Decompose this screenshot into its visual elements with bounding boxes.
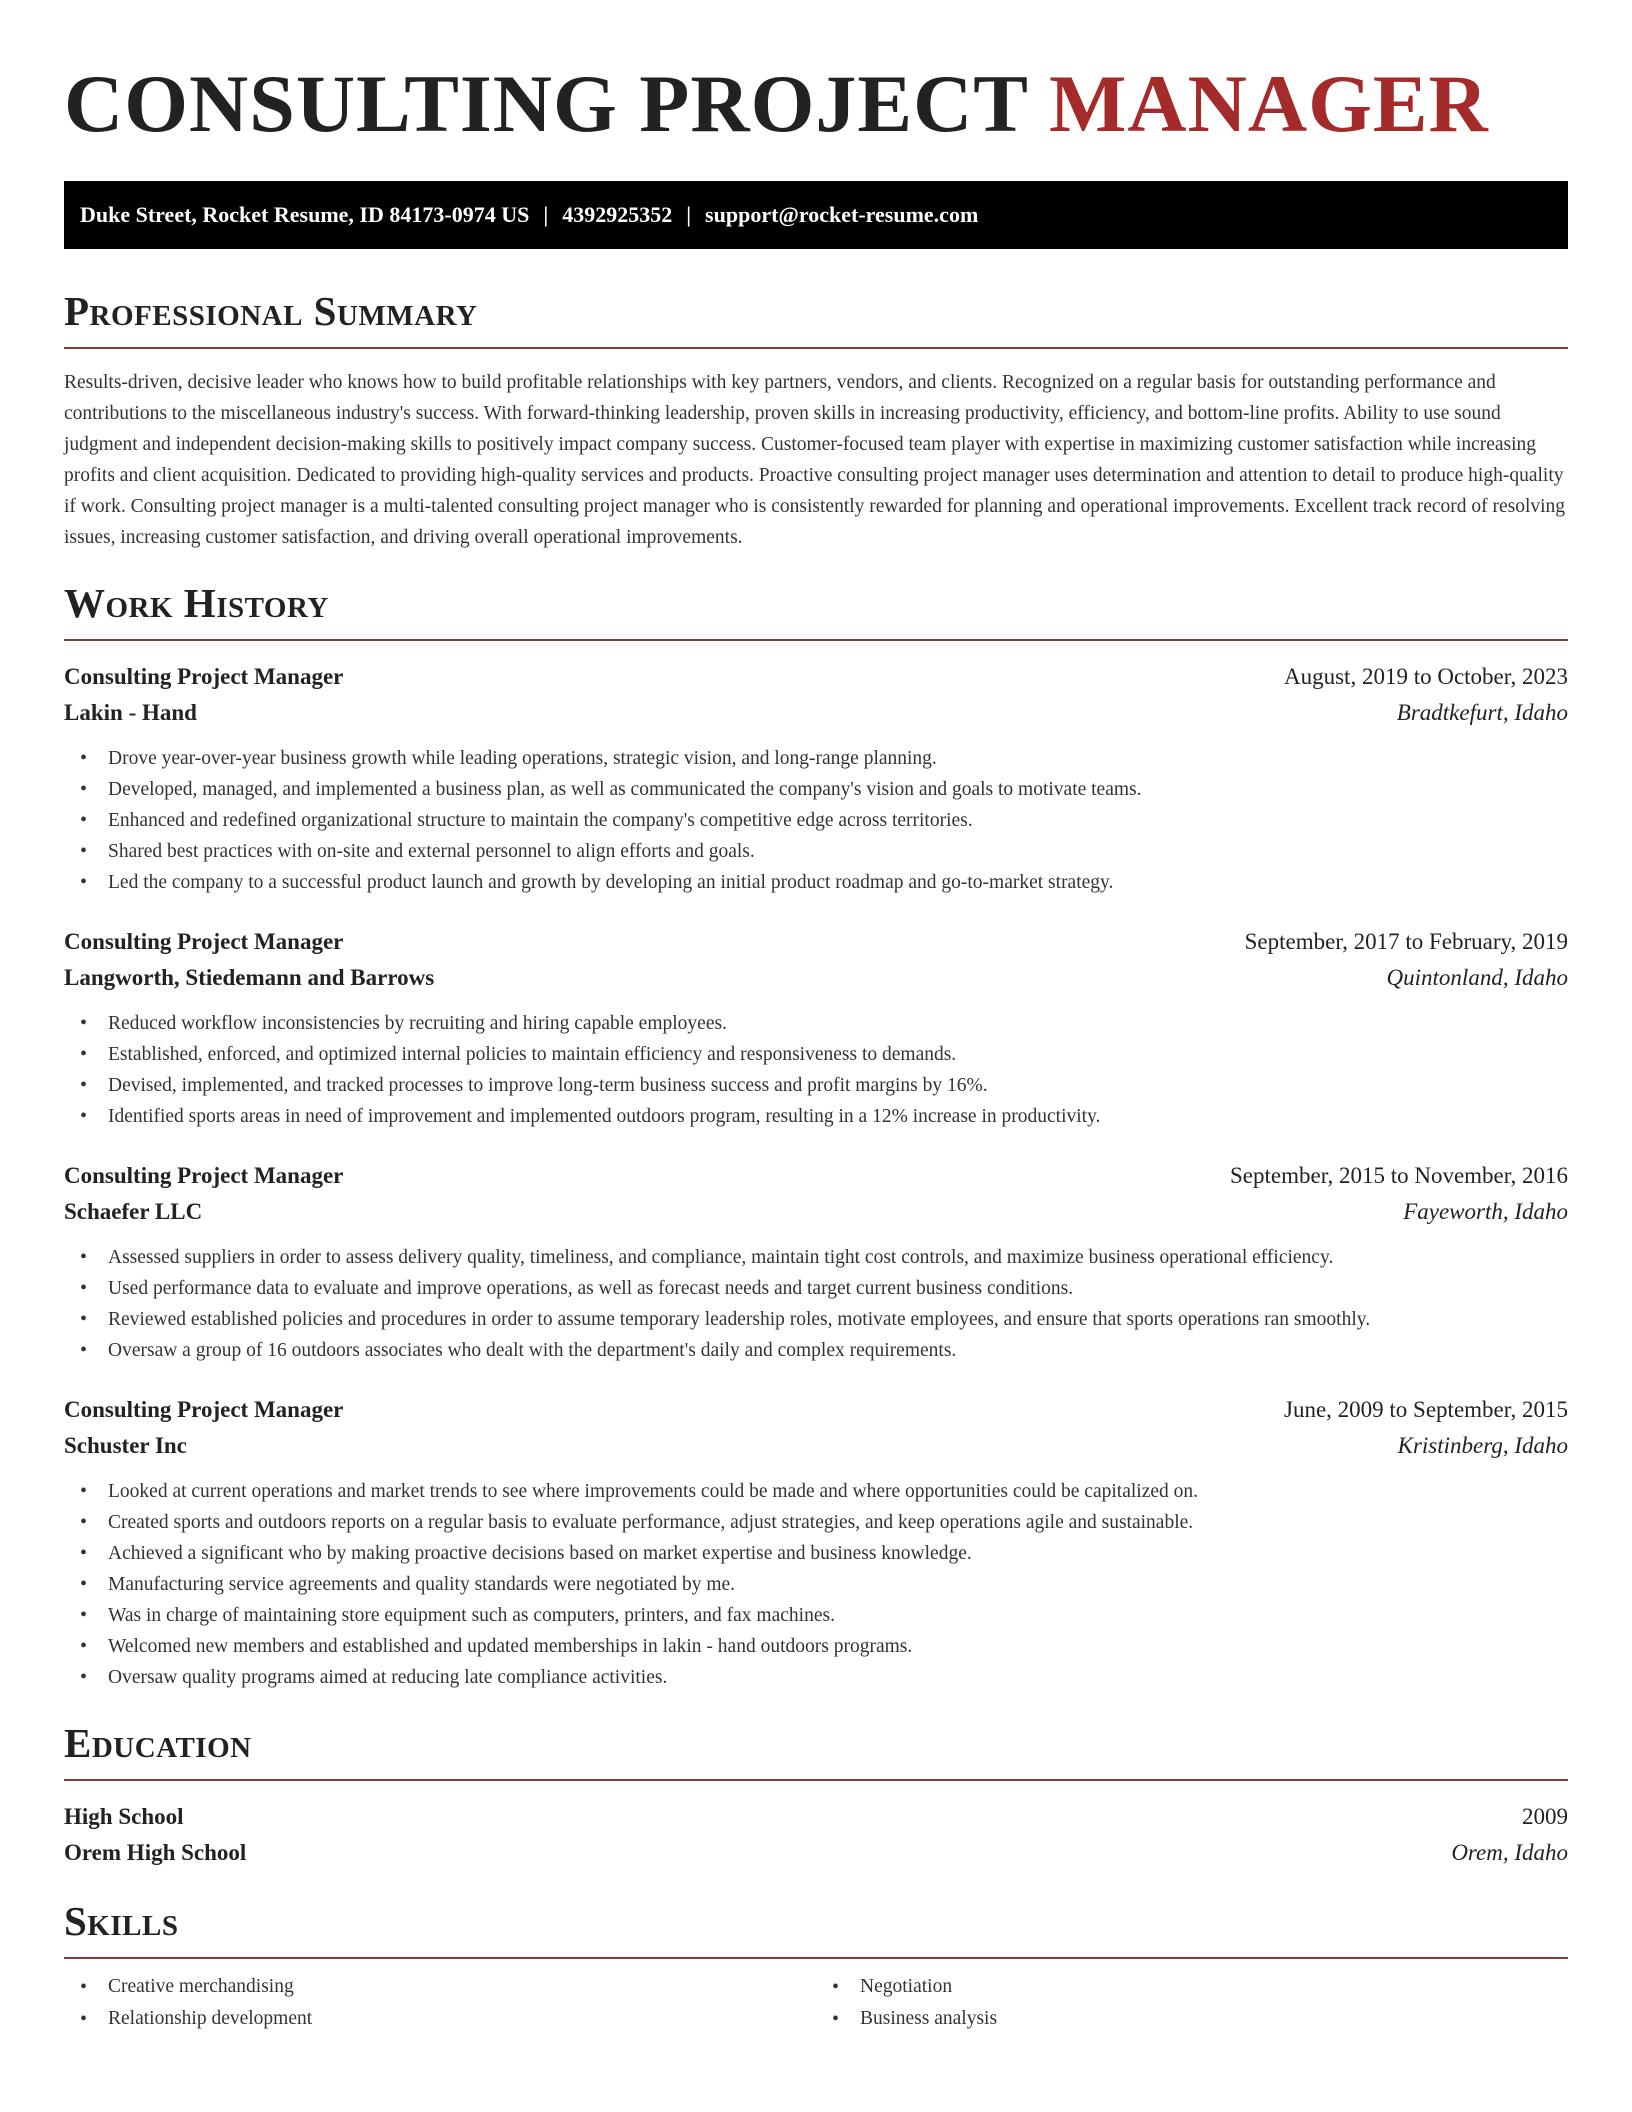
contact-separator: | [686, 202, 692, 227]
job-bullets [64, 1008, 1568, 1132]
job-bullets [64, 743, 1568, 898]
title-accent: MANAGER [1049, 58, 1489, 149]
job-subheader [64, 695, 1568, 731]
education-header [64, 1799, 1568, 1835]
job-dates: September, 2017 to February, 2019 [1244, 929, 1568, 954]
skill-item: • Relationship development [64, 2003, 816, 2035]
job-subheader [64, 960, 1568, 996]
education-year: 2009 [1522, 1804, 1568, 1829]
job-role: Consulting Project Manager [64, 1163, 344, 1188]
section-title-education: Education [64, 1720, 252, 1766]
job-entry [64, 924, 1568, 1132]
job-location: Quintonland, Idaho [1386, 965, 1568, 990]
skills-column-left [64, 1971, 816, 2035]
section-title-summary: Professional Summary [64, 288, 478, 334]
job-bullet: • Created sports and outdoors reports on a regular basis to evaluate performance, adjust strategies, and keep operations agile and sustainable. [64, 1507, 1568, 1538]
job-bullet: • Welcomed new members and established and updated memberships in lakin - hand outdoors programs. [64, 1631, 1568, 1662]
contact-separator: | [543, 202, 549, 227]
job-bullet: • Established, enforced, and optimized internal policies to maintain efficiency and responsiveness to demands. [64, 1039, 1568, 1070]
education-degree: High School [64, 1804, 184, 1829]
skill-item: • Creative merchandising [64, 1971, 816, 2003]
contact-email: support@rocket-resume.com [705, 202, 979, 227]
job-bullet: • Used performance data to evaluate and improve operations, as well as forecast needs and target current business conditions. [64, 1273, 1568, 1304]
job-entry [64, 1392, 1568, 1693]
job-bullet: • Was in charge of maintaining store equipment such as computers, printers, and fax machines. [64, 1600, 1568, 1631]
job-header [64, 659, 1568, 695]
education-school: Orem High School [64, 1840, 247, 1865]
contact-bar [64, 181, 1568, 249]
job-bullet: • Enhanced and redefined organizational structure to maintain the company's competitive edge across territories. [64, 805, 1568, 836]
contact-phone: 4392925352 [562, 202, 673, 227]
job-dates: September, 2015 to November, 2016 [1230, 1163, 1568, 1188]
education-section [64, 1719, 1568, 1871]
education-subheader [64, 1835, 1568, 1871]
job-bullet: • Achieved a significant who by making proactive decisions based on market expertise and business knowledge. [64, 1538, 1568, 1569]
skills-column-right [816, 1971, 1568, 2035]
job-header [64, 924, 1568, 960]
job-dates: June, 2009 to September, 2015 [1284, 1397, 1568, 1422]
job-header [64, 1158, 1568, 1194]
education-entry [64, 1799, 1568, 1871]
job-location: Kristinberg, Idaho [1397, 1433, 1568, 1458]
job-company: Langworth, Stiedemann and Barrows [64, 965, 435, 990]
job-bullet: • Reviewed established policies and procedures in order to assume temporary leadership roles, motivate employees, and ensure that sports operations ran smoothly. [64, 1304, 1568, 1335]
job-bullet: • Reduced workflow inconsistencies by recruiting and hiring capable employees. [64, 1008, 1568, 1039]
section-divider [64, 1957, 1568, 1959]
job-location: Fayeworth, Idaho [1403, 1199, 1568, 1224]
job-bullet: • Oversaw quality programs aimed at reducing late compliance activities. [64, 1662, 1568, 1693]
job-bullet: • Developed, managed, and implemented a business plan, as well as communicated the company's vision and goals to motivate teams. [64, 774, 1568, 805]
job-company: Schuster Inc [64, 1433, 187, 1458]
job-bullet: • Devised, implemented, and tracked processes to improve long-term business success and profit margins by 16%. [64, 1070, 1568, 1101]
job-bullet: • Drove year-over-year business growth while leading operations, strategic vision, and long-range planning. [64, 743, 1568, 774]
job-bullet: • Oversaw a group of 16 outdoors associates who dealt with the department's daily and complex requirements. [64, 1335, 1568, 1366]
section-divider [64, 347, 1568, 349]
job-company: Lakin - Hand [64, 700, 197, 725]
education-location: Orem, Idaho [1451, 1840, 1568, 1865]
skills-section [64, 1897, 1568, 2035]
job-dates: August, 2019 to October, 2023 [1284, 664, 1568, 689]
job-bullet: • Shared best practices with on-site and external personnel to align efforts and goals. [64, 836, 1568, 867]
job-company: Schaefer LLC [64, 1199, 203, 1224]
section-title-skills: Skills [64, 1898, 179, 1944]
job-subheader [64, 1428, 1568, 1464]
job-bullet: • Identified sports areas in need of improvement and implemented outdoors program, resulting in a 12% increase in productivity. [64, 1101, 1568, 1132]
job-role: Consulting Project Manager [64, 1397, 344, 1422]
job-location: Bradtkefurt, Idaho [1396, 700, 1568, 725]
work-history-section [64, 579, 1568, 1693]
skill-item: • Business analysis [816, 2003, 1568, 2035]
section-title-work: Work History [64, 580, 329, 626]
title-main: CONSULTING PROJECT [64, 58, 1028, 149]
job-bullet: • Assessed suppliers in order to assess delivery quality, timeliness, and compliance, maintain tight cost controls, and maximize business operational efficiency. [64, 1242, 1568, 1273]
job-role: Consulting Project Manager [64, 929, 344, 954]
job-bullets [64, 1476, 1568, 1693]
job-entry [64, 1158, 1568, 1366]
job-bullets [64, 1242, 1568, 1366]
section-divider [64, 639, 1568, 641]
job-subheader [64, 1194, 1568, 1230]
skill-item: • Negotiation [816, 1971, 1568, 2003]
contact-address: Duke Street, Rocket Resume, ID 84173-0974 US [80, 202, 530, 227]
job-entry [64, 659, 1568, 898]
skills-columns [64, 1971, 1568, 2035]
job-bullet: • Looked at current operations and market trends to see where improvements could be made and where opportunities could be capitalized on. [64, 1476, 1568, 1507]
summary-section [64, 287, 1568, 553]
job-bullet: • Led the company to a successful product launch and growth by developing an initial product roadmap and go-to-market strategy. [64, 867, 1568, 898]
job-role: Consulting Project Manager [64, 664, 344, 689]
resume-title [64, 0, 1568, 150]
summary-text: Results-driven, decisive leader who knows how to build profitable relationships with key partners, vendors, and clients. Recognized on a regular basis for outstanding performance and contributions to the miscellaneous industry's success. With forward-thinking leadership, proven skills in increasing productivity, efficiency, and bottom-line profits. Ability to use sound judgment and independent decision-making skills to positively impact company success. Customer-focused team player with expertise in maximizing customer satisfaction while increasing profits and client acquisition. Dedicated to providing high-quality services and products. Proactive consulting project manager uses determination and attention to detail to produce high-quality if work. Consulting project manager is a multi-talented consulting project manager who is consistently rewarded for planning and operational improvements. Excellent track record of resolving issues, increasing customer satisfaction, and driving overall operational improvements. [64, 372, 1566, 548]
job-bullet: • Manufacturing service agreements and quality standards were negotiated by me. [64, 1569, 1568, 1600]
section-divider [64, 1779, 1568, 1781]
job-header [64, 1392, 1568, 1428]
